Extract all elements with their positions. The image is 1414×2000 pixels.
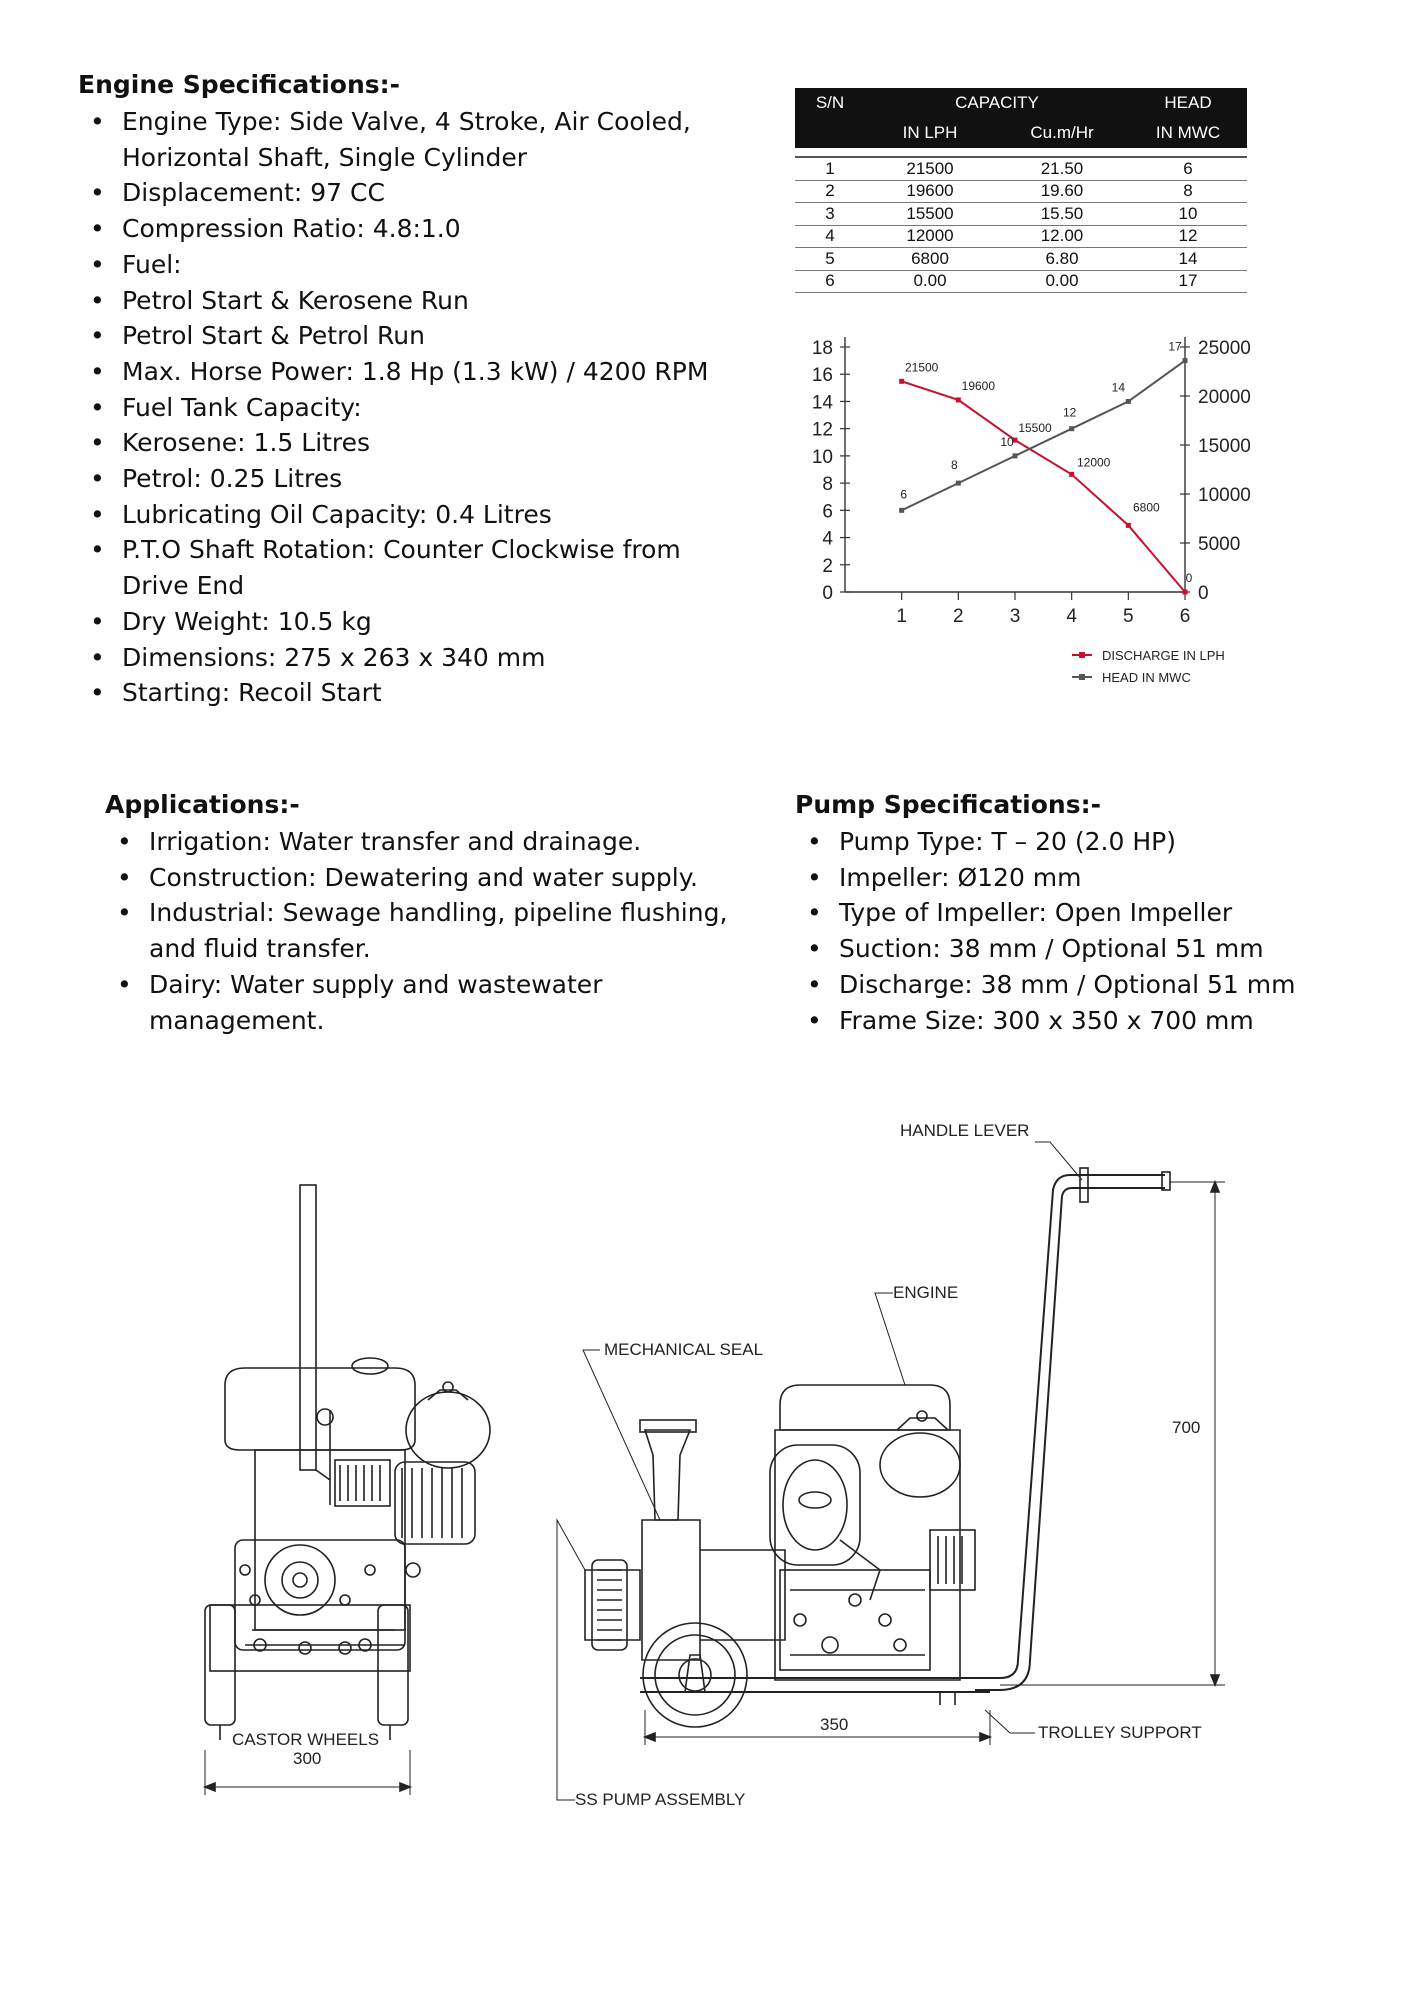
left-axis-tick-label: 8	[822, 474, 833, 496]
height-dimension-label: 700	[1172, 1418, 1201, 1437]
pump-technical-drawing	[0, 1100, 1414, 1820]
legend-label: DISCHARGE IN LPH	[1102, 648, 1225, 663]
table-cell: 8	[1129, 180, 1247, 203]
x-axis-tick-label: 4	[1066, 606, 1077, 627]
x-axis-tick-label: 3	[1009, 606, 1021, 627]
right-axis-tick-label: 15000	[1198, 436, 1251, 457]
table-row	[795, 270, 1247, 293]
left-axis-tick-label: 12	[811, 419, 833, 441]
left-axis-tick-label: 18	[811, 338, 833, 359]
table-cell: 12000	[865, 225, 995, 248]
data-label: 19600	[961, 378, 996, 393]
table-header: CAPACITY	[865, 88, 1129, 118]
list-item: • Construction: Dewatering and water supply.	[105, 860, 745, 896]
table-cell: 10	[1129, 203, 1247, 226]
table-cell: 14	[1129, 248, 1247, 271]
right-axis-tick-label: 5000	[1198, 534, 1241, 555]
castor-wheels-label: CASTOR WHEELS	[232, 1730, 380, 1749]
table-cell: 21.50	[995, 157, 1129, 180]
left-axis-tick-label: 4	[822, 528, 833, 550]
data-label: 14	[1111, 380, 1126, 395]
table-cell: 17	[1129, 270, 1247, 293]
front-view-drawing	[205, 1185, 490, 1795]
table-cell: 15500	[865, 203, 995, 226]
right-axis-tick-label: 25000	[1198, 338, 1251, 359]
data-label: 15500	[1018, 421, 1052, 436]
left-axis-tick-label: 2	[822, 555, 833, 577]
performance-chart	[770, 325, 1270, 700]
x-axis-tick-label: 1	[896, 606, 907, 627]
list-item: • Dry Weight: 10.5 kg	[78, 604, 718, 640]
legend-label: HEAD IN MWC	[1102, 670, 1191, 685]
data-point	[1069, 426, 1074, 431]
table-header: IN MWC	[1129, 118, 1247, 148]
data-label: 12000	[1076, 455, 1111, 470]
table-cell: 3	[795, 203, 865, 226]
legend-marker	[1079, 674, 1085, 680]
data-point	[1126, 523, 1131, 528]
width-dimension-label: 300	[293, 1749, 322, 1768]
table-header: IN LPH	[865, 118, 995, 148]
list-item: • Irrigation: Water transfer and drainage.	[105, 824, 745, 860]
data-label: 8	[950, 458, 958, 473]
pump-specs-list	[795, 824, 1355, 1038]
table-cell: 6	[1129, 157, 1247, 180]
table-row	[795, 180, 1247, 203]
table-cell: 1	[795, 157, 865, 180]
x-axis-tick-label: 2	[953, 606, 964, 627]
table-row	[795, 225, 1247, 248]
table-cell: 0.00	[865, 270, 995, 293]
right-axis-tick-label: 0	[1198, 583, 1209, 604]
list-item: • Starting: Recoil Start	[78, 675, 718, 711]
data-label: 10	[1000, 434, 1014, 449]
series-line	[902, 361, 1185, 511]
table-header: S/N	[795, 88, 865, 118]
mechanical-seal-label: MECHANICAL SEAL	[604, 1340, 764, 1359]
table-cell: 21500	[865, 157, 995, 180]
table-cell: 6	[795, 270, 865, 293]
list-item: • Petrol Start & Petrol Run	[78, 318, 718, 354]
table-header: Cu.m/Hr	[995, 118, 1129, 148]
table-row	[795, 157, 1247, 180]
legend-marker	[1079, 652, 1085, 658]
engine-specs-title: Engine Specifications:-	[78, 70, 401, 99]
left-axis-tick-label: 16	[811, 365, 833, 387]
table-header: HEAD	[1129, 88, 1247, 118]
left-axis-tick-label: 10	[811, 446, 833, 468]
list-item: • Impeller: Ø120 mm	[795, 860, 1355, 896]
data-point	[899, 508, 904, 513]
left-axis-tick-label: 0	[822, 583, 833, 604]
side-view-drawing	[585, 1168, 1225, 1745]
left-axis-tick-label: 6	[822, 501, 833, 523]
table-cell: 6.80	[995, 248, 1129, 271]
data-point	[1183, 358, 1188, 363]
table-header	[795, 118, 865, 148]
engine-specs-list	[78, 104, 718, 711]
data-label: 21500	[904, 360, 939, 375]
list-item: • Pump Type: T – 20 (2.0 HP)	[795, 824, 1355, 860]
x-axis-tick-label: 5	[1123, 606, 1134, 627]
list-item: • Industrial: Sewage handling, pipeline flushing, and fluid transfer.	[105, 895, 745, 966]
list-item: • Kerosene: 1.5 Litres	[78, 425, 718, 461]
table-cell: 5	[795, 248, 865, 271]
ss-pump-assembly-label: SS PUMP ASSEMBLY	[575, 1790, 746, 1809]
engine-label: ENGINE	[893, 1283, 959, 1302]
applications-title: Applications:-	[105, 790, 300, 819]
leader-lines	[557, 1142, 1082, 1800]
list-item: • P.T.O Shaft Rotation: Counter Clockwise from Drive End	[78, 532, 718, 603]
table-cell: 19600	[865, 180, 995, 203]
right-axis-tick-label: 20000	[1198, 387, 1251, 408]
list-item: • Compression Ratio: 4.8:1.0	[78, 211, 718, 247]
x-axis-tick-label: 6	[1179, 606, 1191, 627]
table-cell: 4	[795, 225, 865, 248]
table-cell: 12	[1129, 225, 1247, 248]
table-header-row	[795, 88, 1247, 118]
list-item: • Suction: 38 mm / Optional 51 mm	[795, 931, 1355, 967]
applications-list	[105, 824, 745, 1038]
list-item: • Type of Impeller: Open Impeller	[795, 895, 1355, 931]
data-point	[1183, 590, 1188, 595]
list-item: • Petrol Start & Kerosene Run	[78, 283, 718, 319]
data-point	[956, 397, 961, 402]
list-item: • Displacement: 97 CC	[78, 175, 718, 211]
length-dimension-label: 350	[820, 1715, 849, 1734]
table-cell: 2	[795, 180, 865, 203]
left-axis-tick-label: 14	[811, 392, 833, 414]
table-cell: 19.60	[995, 180, 1129, 203]
table-cell: 0.00	[995, 270, 1129, 293]
pump-specs-title: Pump Specifications:-	[795, 790, 1101, 819]
data-label: 6800	[1132, 500, 1160, 515]
trolley-support-label: TROLLEY SUPPORT	[1038, 1723, 1202, 1742]
table-cell: 15.50	[995, 203, 1129, 226]
table-header-row	[795, 118, 1247, 148]
list-item: • Petrol: 0.25 Litres	[78, 461, 718, 497]
data-point	[956, 481, 961, 486]
list-item: • Max. Horse Power: 1.8 Hp (1.3 kW) / 4200 RPM	[78, 354, 718, 390]
series-line	[902, 378, 1185, 592]
table-row	[795, 203, 1247, 226]
right-axis-tick-label: 10000	[1198, 485, 1251, 506]
table-cell: 12.00	[995, 225, 1129, 248]
table-cell: 6800	[865, 248, 995, 271]
list-item: • Discharge: 38 mm / Optional 51 mm	[795, 967, 1355, 1003]
performance-table	[795, 88, 1247, 293]
table-row	[795, 248, 1247, 271]
data-label: 17	[1168, 339, 1182, 354]
data-point	[899, 379, 904, 384]
data-label: 0	[1185, 571, 1193, 585]
data-label: 12	[1062, 405, 1077, 420]
list-item: • Engine Type: Side Valve, 4 Stroke, Air Cooled, Horizontal Shaft, Single Cylinder	[78, 104, 718, 175]
list-item: • Fuel Tank Capacity:	[78, 390, 718, 426]
list-item: • Fuel:	[78, 247, 718, 283]
data-point	[1069, 472, 1074, 477]
handle-lever-label: HANDLE LEVER	[900, 1121, 1030, 1140]
data-point	[1013, 453, 1018, 458]
list-item: • Dimensions: 275 x 263 x 340 mm	[78, 640, 718, 676]
list-item: • Dairy: Water supply and wastewater management.	[105, 967, 745, 1038]
data-label: 6	[900, 487, 908, 502]
list-item: • Lubricating Oil Capacity: 0.4 Litres	[78, 497, 718, 533]
data-point	[1126, 399, 1131, 404]
list-item: • Frame Size: 300 x 350 x 700 mm	[795, 1003, 1355, 1039]
